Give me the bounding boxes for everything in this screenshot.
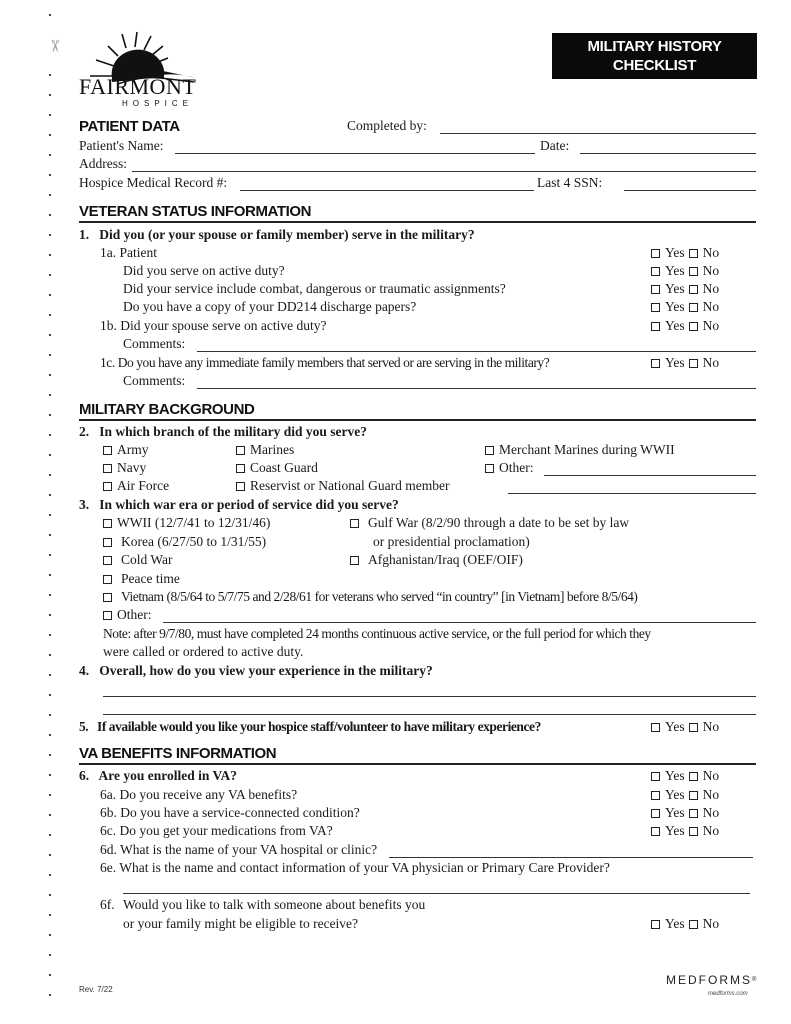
question-6f-line2: or your family might be eligible to receive? [123, 916, 359, 931]
no-checkbox[interactable] [689, 322, 698, 331]
yes-no-1b: Yes No [651, 318, 719, 334]
yes-no-1c: Yes No [651, 355, 719, 371]
branch-reservist[interactable]: Reservist or National Guard member [236, 478, 449, 494]
era-cold-war[interactable]: Cold War [103, 552, 173, 568]
perforation-dot [49, 734, 51, 736]
question-1b: 1b. Did your spouse serve on active duty? [100, 318, 327, 333]
logo-wordmark: FAIRMONT [79, 74, 197, 99]
checkbox[interactable] [103, 575, 112, 584]
perforation-dot [49, 14, 51, 16]
perforation-dot [49, 114, 51, 116]
medforms-logo: MEDFORMS® [666, 973, 757, 987]
va-physician-field[interactable] [123, 893, 750, 894]
branch-navy[interactable]: Navy [103, 460, 146, 476]
checkbox[interactable] [103, 593, 112, 602]
era-gulf-war-cont: or presidential proclamation) [373, 534, 530, 549]
checkbox[interactable] [103, 538, 112, 547]
yes-checkbox[interactable] [651, 791, 660, 800]
perforation-dot [49, 654, 51, 656]
no-checkbox[interactable] [689, 827, 698, 836]
form-title-line2: CHECKLIST [612, 57, 697, 74]
checkbox[interactable] [103, 464, 112, 473]
perforation-dot [49, 994, 51, 996]
perforation-dot [49, 214, 51, 216]
question-1: 1. Did you (or your spouse or family member) serve in the military? [79, 227, 475, 242]
checkbox[interactable] [236, 464, 245, 473]
perforation-dot [49, 194, 51, 196]
no-checkbox[interactable] [689, 920, 698, 929]
yes-checkbox[interactable] [651, 285, 660, 294]
note-line-2: were called or ordered to active duty. [103, 644, 304, 659]
branch-army[interactable]: Army [103, 442, 149, 458]
form-title-line1: MILITARY HISTORY [587, 38, 722, 55]
checkbox[interactable] [485, 446, 494, 455]
section-divider [79, 763, 756, 765]
comments-label-1: Comments: [123, 336, 186, 351]
era-other[interactable]: Other: [103, 607, 152, 623]
va-hospital-field[interactable] [389, 857, 753, 858]
yes-no-dd214: Yes No [651, 299, 719, 315]
perforation-dot [49, 974, 51, 976]
no-checkbox[interactable] [689, 809, 698, 818]
checkbox[interactable] [485, 464, 494, 473]
no-checkbox[interactable] [689, 359, 698, 368]
era-afghanistan-iraq[interactable]: Afghanistan/Iraq (OEF/OIF) [350, 552, 523, 568]
patient-name-label: Patient's Name: [79, 138, 164, 153]
perforation-dot [49, 754, 51, 756]
checkbox[interactable] [103, 519, 112, 528]
question-2: 2. In which branch of the military did you serve? [79, 424, 368, 439]
question-6b: 6b. Do you have a service-connected condition? [100, 805, 360, 820]
era-gulf-war[interactable]: Gulf War (8/2/90 through a date to be set by law [350, 515, 629, 531]
no-checkbox[interactable] [689, 267, 698, 276]
yes-no-1a: Yes No [651, 245, 719, 261]
checkbox[interactable] [236, 482, 245, 491]
perforation-dot [49, 174, 51, 176]
perforation-dot [49, 794, 51, 796]
question-4: 4. Overall, how do you view your experience in the military? [79, 663, 433, 678]
perforation-dot [49, 394, 51, 396]
question-1a: 1a. Patient [100, 245, 157, 260]
perforation-dot [49, 594, 51, 596]
comments-label-2: Comments: [123, 373, 186, 388]
medforms-url: medforms.com [708, 991, 748, 997]
perforation-dot [49, 334, 51, 336]
form-title [552, 33, 757, 79]
experience-field-2[interactable] [103, 714, 756, 715]
yes-checkbox[interactable] [651, 303, 660, 312]
era-wwii[interactable]: WWII (12/7/41 to 12/31/46) [103, 515, 270, 531]
yes-checkbox[interactable] [651, 723, 660, 732]
perforation-dot [49, 634, 51, 636]
checkbox[interactable] [103, 611, 112, 620]
yes-no-6: Yes No [651, 768, 719, 784]
experience-field-1[interactable] [103, 696, 756, 697]
question-1a-dd214: Do you have a copy of your DD214 discharge papers? [123, 299, 417, 314]
no-checkbox[interactable] [689, 791, 698, 800]
era-peace-time[interactable]: Peace time [103, 571, 180, 587]
logo-subtitle: HOSPICE [122, 99, 194, 108]
date-label: Date: [540, 138, 570, 153]
perforation-dot [49, 894, 51, 896]
date-field[interactable] [580, 153, 756, 154]
perforation-dot [49, 614, 51, 616]
perforation-dot [49, 294, 51, 296]
yes-no-6c: Yes No [651, 823, 719, 839]
perforation-dot [49, 954, 51, 956]
perforation-dot [49, 834, 51, 836]
perforation-dot [49, 814, 51, 816]
question-1a-active-duty: Did you serve on active duty? [123, 263, 285, 278]
comments-field-1[interactable] [197, 351, 756, 352]
perforation-dot [49, 874, 51, 876]
yes-checkbox[interactable] [651, 267, 660, 276]
yes-checkbox[interactable] [651, 249, 660, 258]
record-field[interactable] [240, 190, 534, 191]
checkbox[interactable] [103, 556, 112, 565]
perforation-dot [49, 434, 51, 436]
perforation-dot [49, 314, 51, 316]
section-divider [79, 419, 756, 421]
question-1a-combat: Did your service include combat, dangerous or traumatic assignments? [123, 281, 506, 296]
era-vietnam[interactable]: Vietnam (8/5/64 to 5/7/75 and 2/28/61 for veterans who served “in country” [in Vietnam] before 8/5/64) [103, 589, 637, 605]
yes-checkbox[interactable] [651, 772, 660, 781]
yes-checkbox[interactable] [651, 359, 660, 368]
address-field[interactable] [132, 171, 756, 172]
yes-no-6a: Yes No [651, 787, 719, 803]
perforation-dot [49, 534, 51, 536]
no-checkbox[interactable] [689, 249, 698, 258]
branch-other[interactable]: Other: [485, 460, 534, 476]
checkbox[interactable] [350, 519, 359, 528]
no-checkbox[interactable] [689, 303, 698, 312]
perforation-dot [49, 274, 51, 276]
branch-other-field-2[interactable] [508, 493, 756, 494]
checkbox[interactable] [236, 446, 245, 455]
ssn-label: Last 4 SSN: [537, 175, 603, 190]
question-6f-num: 6f. [100, 897, 115, 912]
perforation-dot [49, 514, 51, 516]
branch-air-force[interactable]: Air Force [103, 478, 169, 494]
section-heading-veteran-status: VETERAN STATUS INFORMATION [79, 203, 312, 220]
yes-no-6b: Yes No [651, 805, 719, 821]
completed-by-label: Completed by: [347, 118, 427, 133]
perforation-dot [49, 914, 51, 916]
perforation-dot [49, 574, 51, 576]
comments-field-2[interactable] [197, 388, 756, 389]
perforation-dot [49, 374, 51, 376]
checkbox[interactable] [350, 556, 359, 565]
perforation-dot [49, 354, 51, 356]
perforation-dot [49, 94, 51, 96]
branch-marines[interactable]: Marines [236, 442, 294, 458]
section-divider [79, 221, 756, 223]
question-5: 5. If available would you like your hospice staff/volunteer to have military experience? [79, 719, 541, 734]
branch-coast-guard[interactable]: Coast Guard [236, 460, 318, 476]
yes-no-6f: Yes No [651, 916, 719, 932]
perforation-dot [49, 494, 51, 496]
question-6: 6. Are you enrolled in VA? [79, 768, 238, 783]
revision-label: Rev. 7/22 [79, 985, 113, 994]
branch-merchant-marines[interactable]: Merchant Marines during WWII [485, 442, 675, 458]
era-korea[interactable]: Korea (6/27/50 to 1/31/55) [103, 534, 266, 550]
question-6a: 6a. Do you receive any VA benefits? [100, 787, 298, 802]
record-label: Hospice Medical Record #: [79, 175, 228, 190]
yes-no-5: Yes No [651, 719, 719, 735]
section-heading-military-background: MILITARY BACKGROUND [79, 401, 255, 418]
yes-checkbox[interactable] [651, 322, 660, 331]
question-1c: 1c. Do you have any immediate family members that served or are serving in the military? [100, 355, 550, 370]
perforation-dot [49, 454, 51, 456]
perforation-dot [49, 234, 51, 236]
question-6d: 6d. What is the name of your VA hospital or clinic? [100, 842, 378, 857]
scissors-icon: ✂ [45, 39, 63, 53]
perforation-dot [49, 554, 51, 556]
patient-name-field[interactable] [175, 153, 535, 154]
yes-checkbox[interactable] [651, 827, 660, 836]
branch-other-field[interactable] [544, 475, 756, 476]
perforation-dot [49, 854, 51, 856]
no-checkbox[interactable] [689, 723, 698, 732]
question-6c: 6c. Do you get your medications from VA? [100, 823, 333, 838]
yes-checkbox[interactable] [651, 809, 660, 818]
question-3: 3. In which war era or period of service did you serve? [79, 497, 399, 512]
perforation-dot [49, 714, 51, 716]
yes-no-active-duty: Yes No [651, 263, 719, 279]
perforation-dot [49, 474, 51, 476]
no-checkbox[interactable] [689, 285, 698, 294]
yes-checkbox[interactable] [651, 920, 660, 929]
perforation-dot [49, 414, 51, 416]
checkbox[interactable] [103, 482, 112, 491]
yes-no-combat: Yes No [651, 281, 719, 297]
section-heading-va-benefits: VA BENEFITS INFORMATION [79, 745, 277, 762]
perforation-dot [49, 74, 51, 76]
perforation-dot [49, 254, 51, 256]
note-line-1: Note: after 9/7/80, must have completed 24 months continuous active service, or the full period for which they [103, 626, 651, 641]
question-6e: 6e. What is the name and contact information of your VA physician or Primary Care Provider? [100, 860, 610, 875]
ssn-field[interactable] [624, 190, 756, 191]
perforation-dot [49, 674, 51, 676]
completed-by-field[interactable] [440, 133, 756, 134]
perforation-dot [49, 694, 51, 696]
perforation-dot [49, 774, 51, 776]
perforation-dot [49, 154, 51, 156]
address-label: Address: [79, 156, 127, 171]
checkbox[interactable] [103, 446, 112, 455]
era-other-field[interactable] [163, 622, 756, 623]
perforation-dot [49, 134, 51, 136]
section-heading-patient-data: PATIENT DATA [79, 118, 180, 135]
perforation-dot [49, 934, 51, 936]
question-6f-line1: Would you like to talk with someone about benefits you [123, 897, 426, 912]
no-checkbox[interactable] [689, 772, 698, 781]
